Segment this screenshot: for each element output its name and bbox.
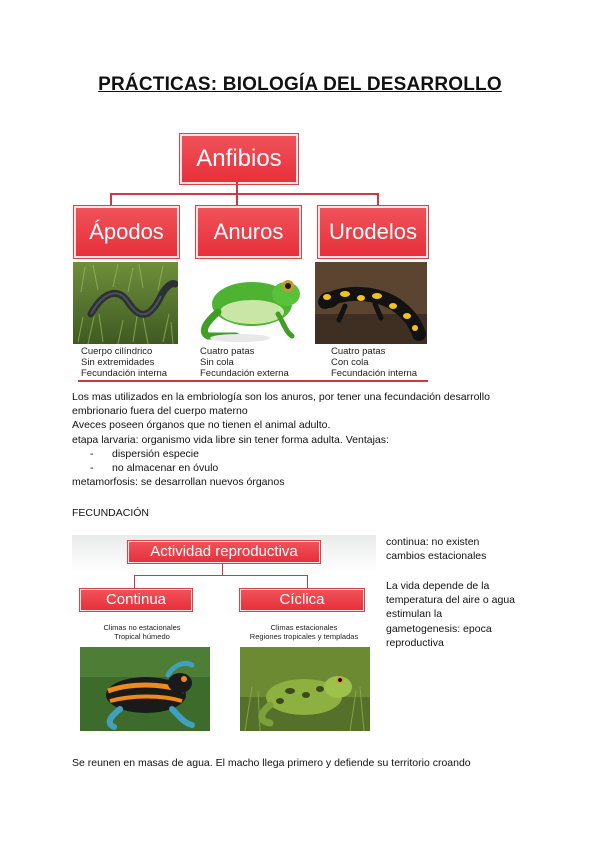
diagram-root-box — [180, 134, 298, 184]
caption-line: Tropical húmedo — [114, 632, 170, 641]
connector-line — [377, 193, 379, 205]
caption-anuros — [200, 346, 289, 379]
poison-frog-photo — [80, 647, 210, 731]
caption-apodos — [81, 346, 167, 379]
connector-line — [134, 575, 308, 576]
salamander-photo — [315, 262, 427, 344]
paragraph-line: Los mas utilizados en la embriología son los anuros, por tener una fecundación desarrollo — [72, 391, 490, 403]
caption-urodelos — [331, 346, 417, 379]
caption-line: Fecundación interna — [331, 368, 418, 379]
category-label: Anuros — [213, 219, 284, 244]
green-frog-photo — [240, 647, 370, 731]
category-label: Continua — [105, 591, 167, 608]
category-box-anuros — [196, 206, 301, 258]
category-box-urodelos — [318, 206, 428, 258]
caption-line: Cuatro patas — [200, 346, 255, 357]
caption-line: Sin cola — [200, 357, 234, 368]
category-box-apodos — [74, 206, 179, 258]
caption-continua — [80, 623, 204, 641]
divider-line — [78, 380, 428, 382]
caption-line: Climas estacionales — [270, 623, 338, 632]
note-line: cambios estacionales — [386, 550, 487, 563]
note-line: continua: no existen — [386, 536, 480, 548]
caption-line: Fecundación interna — [81, 368, 168, 379]
connector-line — [236, 193, 238, 205]
caption-line: Cuatro patas — [331, 346, 386, 357]
bullet-item: - no almacenar en óvulo — [90, 462, 219, 475]
connector-line — [307, 575, 308, 589]
caption-line: Cuerpo cilíndrico — [81, 346, 153, 357]
body-paragraphs — [72, 390, 552, 489]
caecilian-photo — [73, 262, 178, 344]
caption-line: Sin extremidades — [81, 357, 155, 368]
paragraph-line: embrionario fuera del cuerpo materno — [72, 405, 248, 418]
note-line: La vida depende de la — [386, 580, 490, 592]
diagram-root-label: Anfibios — [196, 145, 282, 172]
page-title: PRÁCTICAS: BIOLOGÍA DEL DESARROLLO — [98, 74, 502, 95]
side-note-continua — [386, 535, 546, 563]
section-heading: FECUNDACIÓN — [72, 507, 150, 519]
category-label: Urodelos — [328, 219, 418, 244]
category-label: Ápodos — [89, 219, 164, 244]
note-line: gametogenesis: epoca — [386, 622, 492, 635]
paragraph-line: metamorfosis: se desarrollan nuevos órganos — [72, 476, 285, 489]
category-label: Cíclica — [279, 591, 325, 608]
connector-line — [222, 563, 223, 575]
paragraph-line: etapa larvaria: organismo vida libre sin tener forma adulta. Ventajas: — [72, 433, 389, 446]
reproduction-diagram — [72, 535, 376, 741]
bullet-text: no almacenar en óvulo — [112, 462, 219, 475]
note-line: estimulan la — [386, 608, 443, 621]
caption-line: Con cola — [331, 357, 369, 368]
connector-line — [134, 575, 135, 589]
caption-line: Regiones tropicales y templadas — [249, 632, 359, 641]
connector-line — [110, 193, 378, 195]
final-paragraph: Se reunen en masas de agua. El macho llega primero y defiende su territorio croando — [72, 757, 471, 769]
note-line: reproductiva — [386, 636, 444, 649]
category-box-ciclica — [240, 589, 364, 611]
tree-frog-photo — [188, 262, 306, 344]
amphibian-diagram — [70, 132, 430, 382]
connector-line — [110, 193, 112, 205]
caption-line: Climas no estacionales — [103, 623, 181, 632]
diagram2-root-label: Actividad reproductiva — [150, 543, 298, 560]
side-note-ciclica — [386, 579, 556, 650]
caption-ciclica — [238, 623, 370, 641]
note-line: temperatura del aire o agua — [386, 594, 515, 607]
diagram2-root-box — [128, 541, 320, 563]
bullet-item: - dispersión especie — [90, 447, 199, 460]
category-box-continua — [80, 589, 192, 611]
caption-line: Fecundación externa — [200, 368, 289, 379]
paragraph-line: Aveces poseen órganos que no tienen el animal adulto. — [72, 419, 331, 432]
bullet-text: dispersión especie — [112, 447, 199, 460]
